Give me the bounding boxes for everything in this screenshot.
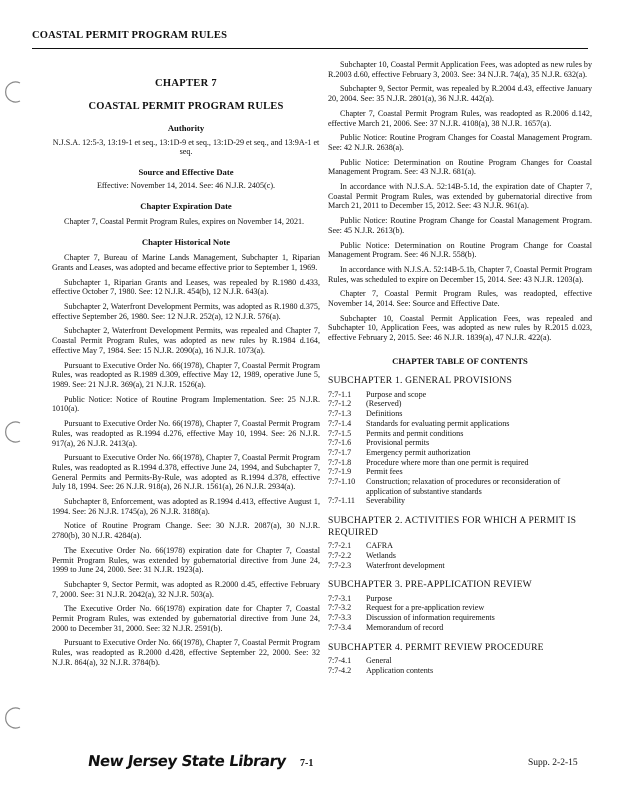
chapter-title: COASTAL PERMIT PROGRAM RULES (88, 100, 284, 112)
history-note: Chapter 7, Bureau of Marine Lands Management, Subchapter 1, Riparian Grants and Leases, was adopted and became effective prior to September 1, 1969. (52, 253, 320, 272)
toc-entry-title: Application contents (366, 665, 434, 675)
toc-entry (328, 399, 592, 409)
history-note: In accordance with N.J.S.A. 52:14B-5.1b, Chapter 7, Coastal Permit Program Rules, was scheduled to expire on December 15, 2014. See: 43 N.J.R. 1203(a). (328, 264, 592, 284)
toc-entry (328, 429, 592, 439)
toc-entry-number: 7:7-1.4 (328, 418, 352, 428)
history-note: Subchapter 2, Waterfront Development Permits, was repealed and Chapter 7, Coastal Permit Program Rules, was adopted as new rules by R.1984 d.164, effective May 7, 1984. See: 15 N.J.R. 2090(a), 16 N.J.R. 1073(a). (52, 326, 320, 355)
history-note: Pursuant to Executive Order No. 66(1978), Chapter 7, Coastal Permit Program Rules, was readopted as R.2000 d.428, effective September 22, 2000. See: 32 N.J.R. 864(a), 32 N.J.R. 3784(b). (52, 638, 320, 667)
source-text: Effective: November 14, 2014. See: 46 N.J.R. 2405(c). (96, 181, 276, 191)
toc-entry (328, 623, 592, 633)
toc-entry-title: General (366, 656, 392, 666)
toc-entry (328, 438, 592, 448)
toc-entry-number: 7:7-1.3 (328, 409, 352, 419)
toc-entry-title: CAFRA (366, 541, 393, 551)
history-note: The Executive Order No. 66(1978) expiration date for Chapter 7, Coastal Permit Program Rules, was extended by gubernatorial directive from June 24, 2000 to December 31, 2000. See: 32 N.J.R. 2591(b). (52, 604, 320, 633)
punch-hole-icon (4, 80, 28, 104)
toc-entry-number: 7:7-4.1 (328, 656, 352, 666)
toc-entry (328, 666, 592, 676)
authority-text: N.J.S.A. 12:5-3, 13:19-1 et seq., 13:1D-9 et seq., 13:1D-29 et seq., and 13:9A-1 et seq. (52, 137, 320, 157)
toc-entry (328, 656, 592, 666)
toc-entry-number: 7:7-1.1 (328, 389, 352, 399)
toc-entry-title: Emergency permit authorization (366, 447, 471, 457)
expiration-text: Chapter 7, Coastal Permit Program Rules, expires on November 14, 2021. (64, 217, 305, 227)
toc-entry (328, 458, 592, 468)
left-column (52, 60, 320, 673)
toc-entry-title: Permit fees (366, 467, 403, 477)
history-note: Pursuant to Executive Order No. 66(1978), Chapter 7, Coastal Permit Program Rules, was readopted as R.1989 d.309, effective May 12, 1989, operative June 5, 1989. See: 21 N.J.R. 369(a), 21 N.J.R. 1526(a). (52, 360, 320, 389)
toc-entry-number: 7:7-3.3 (328, 613, 352, 623)
source-heading: Source and Effective Date (138, 166, 234, 177)
history-notes-right (328, 60, 592, 343)
history-note: In accordance with N.J.S.A. 52:14B-5.1d, the expiration date of Chapter 7, Coastal Permit Program Rules, was extended by gubernatorial directive from March 21, 2011 to December 15, 2012. See: 43 N.J.R. 961(a). (328, 182, 592, 211)
toc-entry (328, 390, 592, 400)
toc-entry (328, 541, 592, 551)
toc-entry (328, 448, 592, 458)
subchapter-heading: SUBCHAPTER 3. PRE-APPLICATION REVIEW (328, 579, 532, 591)
toc-subchapter-4 (328, 642, 592, 676)
toc-entry (328, 496, 592, 506)
expiration-heading: Chapter Expiration Date (140, 200, 232, 211)
subchapter-heading: SUBCHAPTER 2. ACTIVITIES FOR WHICH A PERMIT IS REQUIRED (328, 515, 577, 538)
history-note: Chapter 7, Coastal Permit Program Rules, was readopted as R.2006 d.142, effective March 21, 2006. See: 37 N.J.R. 4108(a), 38 N.J.R. 1657(a). (328, 108, 592, 128)
toc-entry (328, 551, 592, 561)
toc-entry-number: 7:7-1.2 (328, 399, 352, 409)
history-note: Pursuant to Executive Order No. 66(1978), Chapter 7, Coastal Permit Program Rules, was readopted as R.1994 d.276, effective May 10, 1994. See: 26 N.J.R. 917(a), 26 N.J.R. 2413(a). (52, 419, 320, 448)
history-heading: Chapter Historical Note (141, 236, 231, 247)
history-note: Public Notice: Determination on Routine Program Changes for Coastal Management Program. See: 43 N.J.R. 681(a). (328, 157, 592, 177)
history-note: Subchapter 2, Waterfront Development Permits, was adopted as R.1980 d.375, effective September 26, 1980. See: 12 N.J.R. 252(a), 12 N.J.R. 576(a). (52, 302, 320, 321)
history-note: Chapter 7, Coastal Permit Program Rules, was readopted, effective November 14, 2014. See: Source and Effective Date. (328, 289, 592, 309)
toc-entry (328, 594, 592, 604)
toc-subchapter-2 (328, 515, 592, 570)
toc-entry-number: 7:7-2.3 (328, 560, 352, 570)
history-note: Subchapter 10, Coastal Permit Application Fees, was adopted as new rules by R.2003 d.60, effective February 3, 2003. See: 34 N.J.R. 74(a), 35 N.J.R. 632(a). (328, 60, 592, 79)
toc-entry-title: Standards for evaluating permit applications (366, 418, 510, 428)
history-note: Public Notice: Routine Program Change for Coastal Management Program. See: 45 N.J.R. 2613(b). (328, 216, 592, 235)
toc-entry-number: 7:7-1.8 (328, 457, 352, 467)
toc-entry-title: Permits and permit conditions (366, 428, 464, 438)
toc-entry-number: 7:7-1.10 (328, 477, 356, 487)
toc-entry-number: 7:7-1.6 (328, 438, 352, 448)
chapter-number: CHAPTER 7 (155, 78, 217, 89)
history-note: Subchapter 10, Coastal Permit Application Fees, was repealed and Subchapter 10, Application Fees, was adopted as new rules by R.2015 d.023, effective February 2, 2015. See: 46 N.J.R. 1839(a), 47 N.J.R. 422(a). (328, 313, 592, 343)
authority-heading: Authority (167, 123, 205, 134)
page-number: 7-1 (300, 758, 314, 769)
toc-entry-number: 7:7-2.1 (328, 541, 352, 551)
toc-entry-title: Procedure where more than one permit is required (366, 457, 529, 467)
toc-entry (328, 409, 592, 419)
running-head: COASTAL PERMIT PROGRAM RULES (32, 30, 228, 41)
toc-title: CHAPTER TABLE OF CONTENTS (392, 355, 528, 366)
subchapter-heading: SUBCHAPTER 1. GENERAL PROVISIONS (328, 375, 513, 387)
history-note: Pursuant to Executive Order No. 66(1978), Chapter 7, Coastal Permit Program Rules, was readopted as R.1994 d.378, effective June 24, 1994, and Subchapter 7, General Permits and Permits-By-Rule, was adopted as R.1994 d.378, effective July 18, 1994. See: 26 N.J.R. 918(a), 26 N.J.R. 1561(a), 26 N.J.R. 2934(a). (52, 453, 320, 492)
toc-entry (328, 561, 592, 571)
toc-entry-title: Discussion of information requirements (366, 613, 495, 623)
toc-entry-title: Severability (366, 496, 406, 506)
history-note: Public Notice: Routine Program Changes for Coastal Management Program. See: 42 N.J.R. 2638(a). (328, 133, 592, 152)
toc-entry-number: 7:7-3.4 (328, 622, 352, 632)
subchapter-heading: SUBCHAPTER 4. PERMIT REVIEW PROCEDURE (328, 641, 544, 653)
toc-entry (328, 467, 592, 477)
history-note: The Executive Order No. 66(1978) expiration date for Chapter 7, Coastal Permit Program Rules, was extended by gubernatorial directive from June 24, 1999 to June 24, 2000. See: 31 N.J.R. 1923(a). (52, 545, 320, 575)
toc-entry (328, 419, 592, 429)
toc-entry-title: Wetlands (366, 550, 396, 560)
toc-subchapter-3 (328, 579, 592, 632)
toc-entry-number: 7:7-2.2 (328, 550, 352, 560)
toc-entry-title: (Reserved) (366, 399, 402, 409)
toc-entry-number: 7:7-3.2 (328, 603, 352, 613)
history-note: Public Notice: Determination on Routine Program Change for Coastal Management Program. See: 46 N.J.R. 558(b). (328, 240, 592, 260)
toc-entry (328, 477, 592, 496)
toc-entry-number: 7:7-1.7 (328, 447, 352, 457)
toc-entry-title: Memorandum of record (366, 622, 444, 632)
toc-entry (328, 613, 592, 623)
toc-entry-number: 7:7-4.2 (328, 665, 352, 675)
toc-entry-title: Construction; relaxation of procedures or reconsideration of application of substantive standards (366, 477, 561, 496)
history-note: Subchapter 1, Riparian Grants and Leases, was repealed by R.1980 d.433, effective October 7, 1980. See: 12 N.J.R. 454(b), 12 N.J.R. 643(a). (52, 277, 320, 297)
history-note: Public Notice: Notice of Routine Program Implementation. See: 25 N.J.R. 1010(a). (52, 394, 320, 414)
library-stamp: New Jersey State Library (86, 752, 288, 770)
toc-entry-title: Provisional permits (366, 438, 430, 448)
toc-entry-title: Waterfront development (366, 560, 445, 570)
supplement-date: Supp. 2-2-15 (528, 758, 578, 768)
history-note: Notice of Routine Program Change. See: 30 N.J.R. 2087(a), 30 N.J.R. 2780(b), 30 N.J.R. 4284(a). (52, 521, 320, 541)
right-column (328, 60, 592, 675)
history-note: Subchapter 9, Sector Permit, was adopted as R.2000 d.45, effective February 7, 2000. See: 31 N.J.R. 2042(a), 32 N.J.R. 503(a). (52, 579, 320, 599)
toc-entry-title: Purpose and scope (366, 389, 427, 399)
toc-entry-number: 7:7-1.9 (328, 467, 352, 477)
toc-entry-title: Purpose (366, 593, 393, 603)
header-rule (32, 48, 588, 49)
history-note: Subchapter 8, Enforcement, was adopted as R.1994 d.413, effective August 1, 1994. See: 26 N.J.R. 1745(a), 26 N.J.R. 3188(a). (52, 497, 320, 516)
punch-hole-icon (4, 706, 28, 730)
punch-hole-icon (4, 420, 28, 444)
history-note: Subchapter 9, Sector Permit, was repealed by R.2004 d.43, effective January 20, 2004. See: 35 N.J.R. 2801(a), 36 N.J.R. 442(a). (328, 84, 592, 104)
toc-entry-title: Definitions (366, 409, 403, 419)
toc-entry-number: 7:7-1.5 (328, 428, 352, 438)
toc-entry-title: Request for a pre-application review (366, 603, 485, 613)
history-notes-left (52, 253, 320, 667)
toc-subchapter-1 (328, 375, 592, 506)
toc-entry-number: 7:7-3.1 (328, 593, 352, 603)
toc-entry-number: 7:7-1.11 (328, 496, 355, 506)
toc-entry (328, 603, 592, 613)
